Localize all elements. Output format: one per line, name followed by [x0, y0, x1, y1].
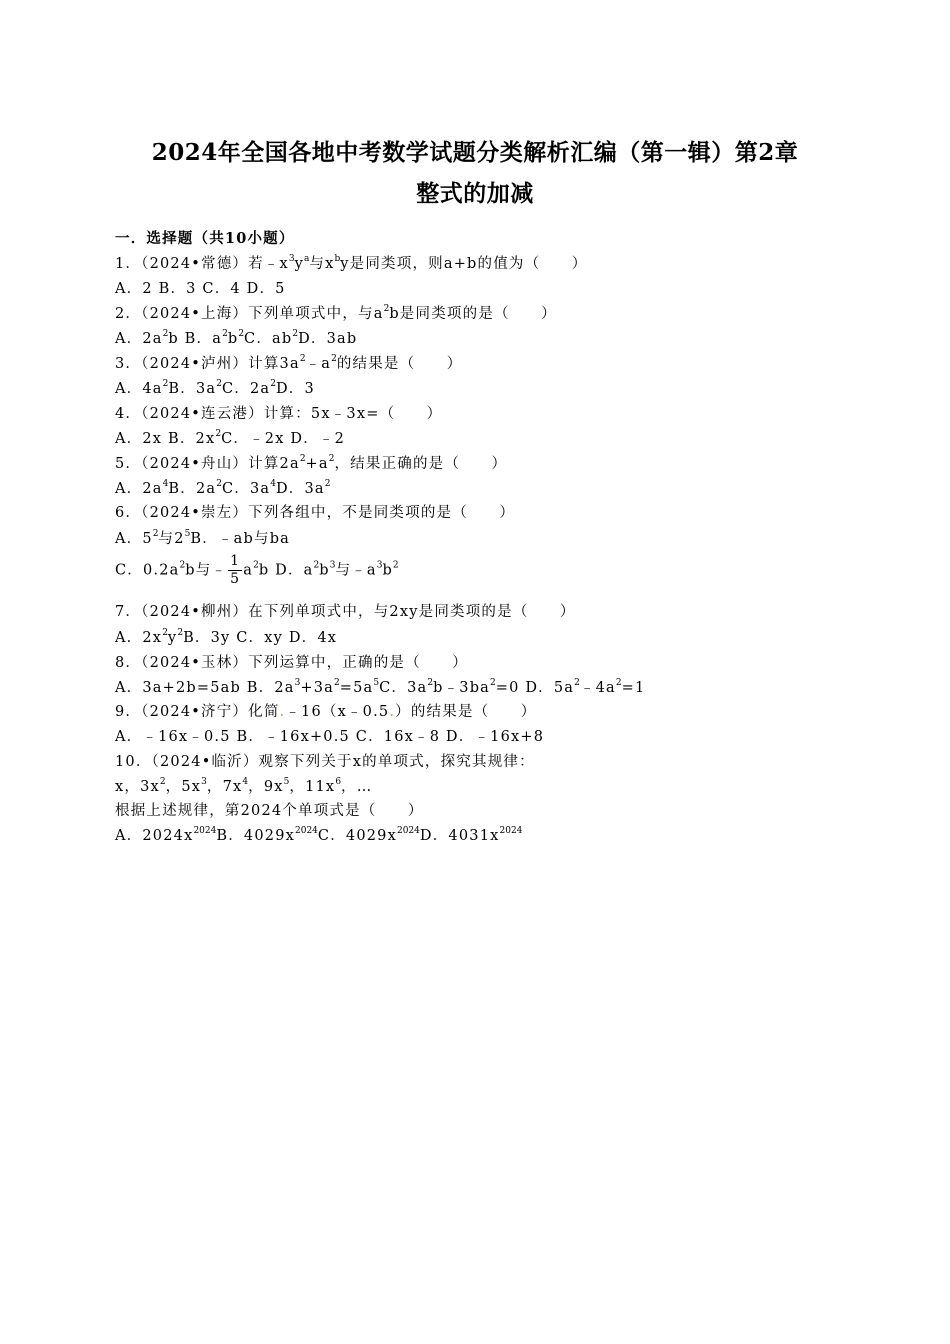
question-4-options: A．2x B．$2x^2C$．﹣2x D．﹣2 — [115, 429, 346, 447]
page-title: 2024年全国各地中考数学试题分类解析汇编（第一辑）第2章 — [151, 139, 799, 166]
question-2-options: A．$2a^2b$ B．$a^2b^2C$．$ab^2D$．3ab — [115, 329, 358, 347]
question-10-stem-2: 根据上述规律，第2024个单项式是（ ） — [115, 803, 424, 819]
question-6-options-cd: C．$0.2a^2b$与﹣ $\frac{1}{5}$ $a^2b$ D．$a^2b^3$与$﹣a^3b^2$ — [115, 553, 399, 587]
question-9-options: A．﹣16x﹣0.5 B．﹣16x+0.5 C．16x﹣8 D．﹣16x+8 — [115, 729, 545, 745]
question-10-sequence: x，$3x^2$，$5x^3$，$7x^4$，$9x^5$，$11x^6$，… — [115, 777, 373, 795]
question-9-stem: 9．（2024•济宁）化简.﹣16（x﹣0.5.）的结果是（ ） — [115, 704, 537, 720]
question-4-stem: 4．（2024•连云港）计算：5x﹣3x=（ ） — [115, 406, 443, 422]
question-10-stem: 10．（2024•临沂）观察下列关于x的单项式，探究其规律： — [115, 754, 535, 770]
question-5-options: A．$2a^4B$．$2a^2C$．$3a^4D$．$3a^2$ — [115, 479, 331, 497]
question-10-options: A．$2024x^{2024}B$．$4029x^{2024}C$．$4029x^{2024}D$．$4031x^{2024}$ — [115, 826, 523, 844]
page-subtitle: 整式的加减 — [416, 180, 534, 207]
fraction: $\frac{1}{5}$ — [230, 553, 241, 587]
question-6-stem: 6．（2024•崇左）下列各组中，不是同类项的是（ ） — [115, 505, 516, 521]
question-2-stem: 2．（2024•上海）下列单项式中，与$a^2b$是同类项的是（ ） — [115, 304, 557, 322]
question-3-stem: 3．（2024•泸州）计算$3a^2﹣a^2$的结果是（ ） — [115, 354, 463, 372]
question-3-options: A．$4a^2B$．$3a^2C$．$2a^2D$．3 — [115, 379, 315, 397]
question-5-stem: 5．（2024•舟山）计算$2a^2+a^2$，结果正确的是（ ） — [115, 454, 508, 472]
question-7-stem: 7．（2024•柳州）在下列单项式中，与2xy是同类项的是（ ） — [115, 604, 576, 620]
question-6-options-ab: A．$5^2$与$2^5B$．﹣ab与ba — [115, 529, 291, 547]
question-1-options: A．2 B．3 C．4 D．5 — [115, 281, 286, 297]
question-8-options: A．3a+2b=5ab B．$2a^3+3a^2=5a^5C$．$3a^2b﹣3ba^2=0$ D．$5a^2﹣4a^2=1$ — [115, 678, 646, 696]
question-1-stem: 1．（2024•常德）若$﹣x^3y^a$与$x^by$是同类项，则a+b的值为（ ） — [115, 254, 588, 272]
section-heading: 一．选择题（共10小题） — [115, 230, 295, 247]
question-7-options: A．$2x^2y^2B$．3y C．xy D．4x — [115, 628, 338, 646]
question-8-stem: 8．（2024•玉林）下列运算中，正确的是（ ） — [115, 655, 468, 671]
